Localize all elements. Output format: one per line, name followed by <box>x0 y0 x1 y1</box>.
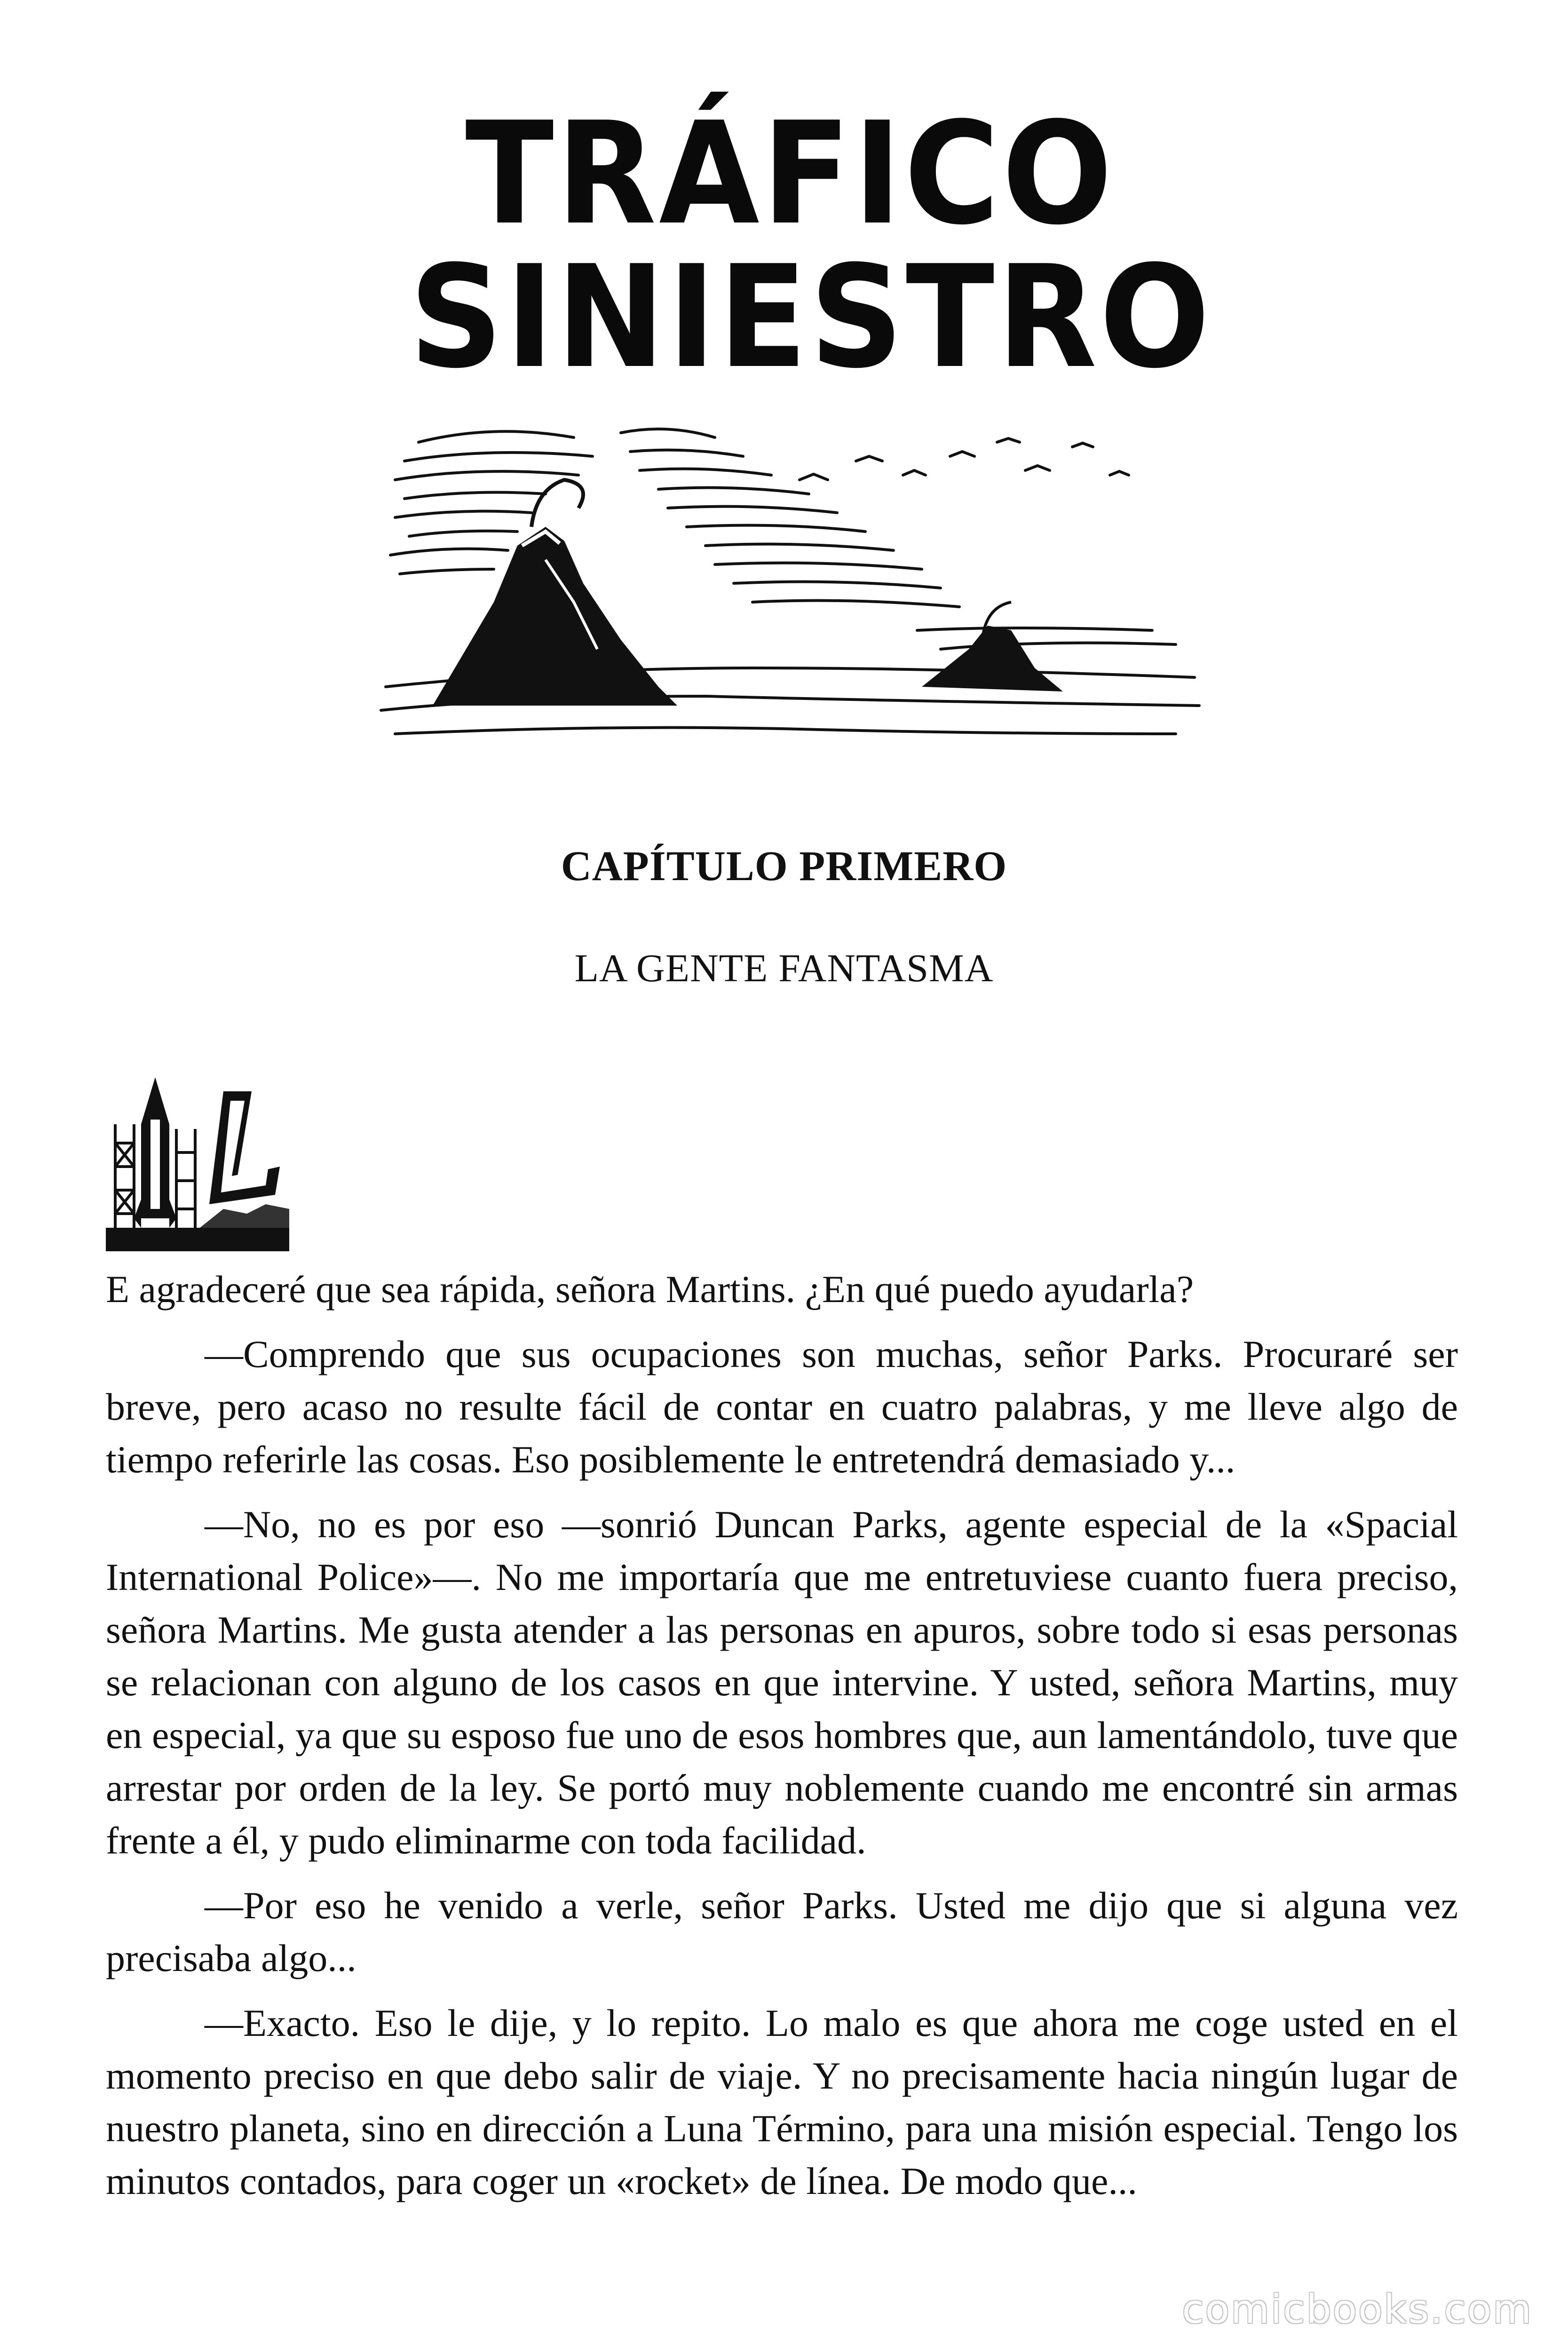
watermark: comicbooks.com <box>1182 2286 1533 2332</box>
chapter-title: LA GENTE FANTASMA <box>574 946 994 990</box>
paragraph: —Comprendo que sus ocupaciones son muchas, señor Parks. Procuraré ser breve, pero acaso no resulte fácil de contar en cuatro palabras, y me lleve algo de tiempo referirle las cosas. Eso posiblemente le entretendrá demasiado y... <box>106 1333 1458 1481</box>
chapter-body <box>106 1263 1458 2220</box>
title-artwork <box>376 85 1212 743</box>
title-line-1: TRÁFICO <box>465 92 1115 256</box>
paragraph: E agradeceré que sea rápida, señora Martins. ¿En qué puedo ayudarla? <box>106 1268 1194 1311</box>
paragraph: —No, no es por eso —sonrió Duncan Parks, agente especial de la «Spacial International Police»—. No me importaría que me entretuviese cuanto fuera preciso, señora Martins. Me gusta atender a las personas en apuros, sobre todo si esas personas se relacionan con alguno de los casos en que intervine. Y usted, señora Martins, muy en especial, ya que su esposo fue uno de esos hombres que, aun lamentándolo, tuve que arrestar por orden de la ley. Se portó muy noblemente cuando me encontré sin armas frente a él, y pudo eliminarme con toda facilidad. <box>106 1503 1458 1862</box>
volcanic-landscape-illustration <box>376 405 1204 743</box>
paragraph: —Por eso he venido a verle, señor Parks. Usted me dijo que si alguna vez precisaba algo... <box>106 1884 1458 1979</box>
chapter-number: CAPÍTULO PRIMERO <box>561 843 1007 890</box>
paragraph: —Exacto. Eso le dije, y lo repito. Lo malo es que ahora me coge usted en el momento preciso en que debo salir de viaje. Y no precisamente hacia ningún lugar de nuestro planeta, sino en dirección a Luna Término, para una misión especial. Tengo los minutos contados, para coger un «rocket» de línea. De modo que... <box>106 2002 1458 2202</box>
rocket-launch-tower-illustration <box>106 1068 289 1251</box>
title-line-2: SINIESTRO <box>409 235 1212 399</box>
